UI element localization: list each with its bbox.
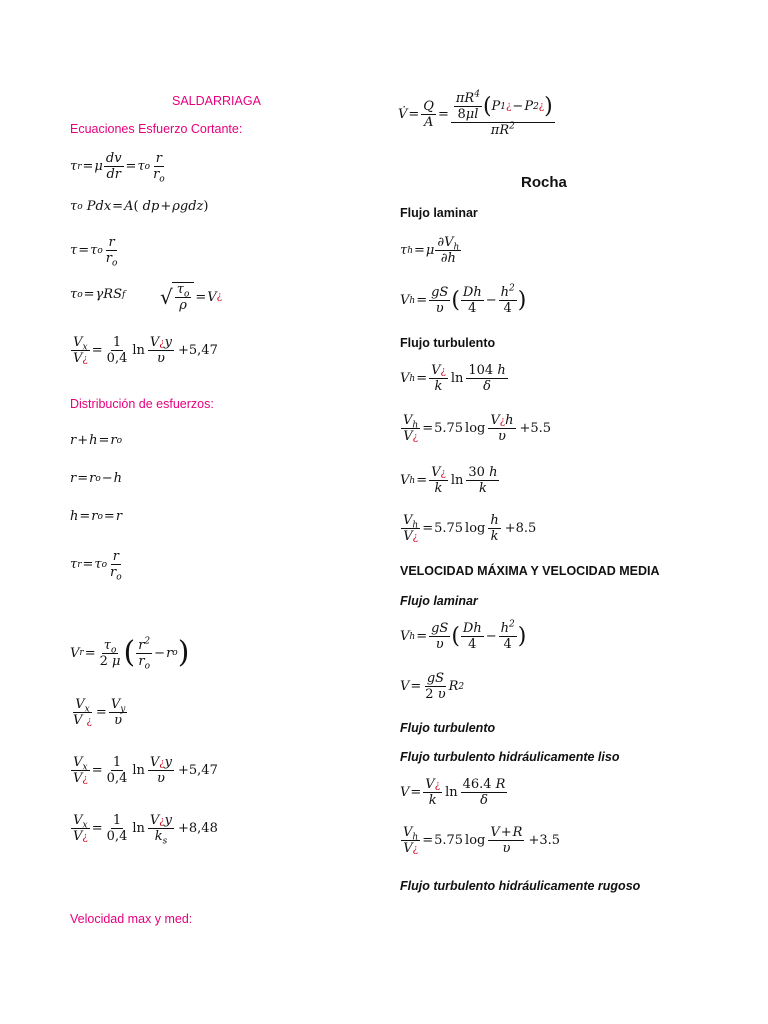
eq-smooth-mean-velocity: V = $\frac{V¿}{k}$ ln $\frac{46.4 R}{\delta}$: [400, 777, 506, 808]
eq-shear-distribution: τ r = τ o $\frac{r}{r_o}$: [70, 549, 122, 583]
eq-radius-difference: r = r o − h: [70, 471, 123, 486]
eq-smooth-mean-log: $\frac{V_h}{V¿}$ = 5.75 log $\frac{V+R}{\upsilon}$ +3.5: [403, 825, 561, 856]
heading-flujo-laminar: Flujo laminar: [400, 206, 478, 220]
eq-laminar-shear: τ h = μ $\frac{\partial V_h}{\partial h}$: [400, 235, 460, 266]
eq-laminar-velocity-2: V h = $\frac{gS}{\upsilon}$ ( $\frac{Dh}{4}$ − $\frac{h^2}{4}$ ): [400, 619, 527, 652]
eq-turbulent-rough-velocity: V h = $\frac{V¿}{k}$ ln $\frac{30 h}{k}$: [400, 465, 498, 496]
heading-velocidad-max-med: Velocidad max y med:: [70, 912, 193, 926]
const-0-4: 0,4: [106, 351, 128, 366]
heading-flujo-turbulento: Flujo turbulento: [400, 336, 496, 350]
eq-turbulent-smooth-log: $\frac{V_h}{V¿}$ = 5.75 log $\frac{V¿h}{\upsilon}$ +5.5: [403, 413, 552, 444]
const-5-5: +5.5: [519, 421, 552, 436]
heading-turbulento-rugoso: Flujo turbulento hidráulicamente rugoso: [400, 879, 641, 893]
heading-rocha: Rocha: [521, 174, 567, 191]
eq-laminar-velocity-1: V h = $\frac{gS}{\upsilon}$ ( $\frac{Dh}{4}$ − $\frac{h^2}{4}$ ): [400, 283, 527, 316]
num-four: 4: [468, 301, 477, 316]
eq-laminar-mean-velocity: V = $\frac{gS}{2 \upsilon}$ R 2: [400, 671, 465, 702]
eq-shear-velocity: √ $\frac{\tau_o}{\rho}$ = V ¿: [160, 282, 223, 313]
const-104: 104: [468, 363, 494, 378]
eq-radius-sum: r + h = r o: [70, 433, 123, 448]
const-8-5: +8.5: [504, 521, 537, 536]
eq-velocity-log-law-rough: $\frac{V_x}{V¿}$ = $\frac{1}{0,4}$ ln $\frac{V¿y}{k_s}$ +8,48: [73, 813, 218, 847]
heading-flujo-turbulento-2: Flujo turbulento: [400, 721, 496, 735]
eq-linear-shear: τ = τ o $\frac{r}{r_o}$: [70, 235, 118, 269]
const-8-48: +8,48: [178, 821, 218, 836]
const-30: 30: [468, 465, 485, 480]
eq-flow-rate: V̇ = $\frac{Q}{A}$ = $\frac{\pi R^4}{8\mu l}$ ( P 1 ¿ − P 2 ¿ ) $\pi R^2$: [398, 89, 553, 138]
num-two: 2: [99, 653, 108, 669]
eq-wall-shear: τ o = γRS f: [70, 287, 126, 302]
const-5-47: +5,47: [178, 343, 218, 358]
heading-distribucion: Distribución de esfuerzos:: [70, 397, 214, 411]
eq-velocity-log-law-2: $\frac{V_x}{V¿}$ = $\frac{1}{0,4}$ ln $\frac{V¿y}{\upsilon}$ +5,47: [73, 755, 218, 786]
heading-velocidad-maxima-media: VELOCIDAD MÁXIMA Y VELOCIDAD MEDIA: [400, 564, 660, 578]
eq-turbulent-smooth-velocity: V h = $\frac{V¿}{k}$ ln $\frac{104 h}{\delta}$: [400, 363, 506, 394]
const-46-4: 46.4: [462, 777, 492, 792]
heading-flujo-laminar-2: Flujo laminar: [400, 594, 478, 608]
eq-depth: h = r o = r: [70, 509, 123, 524]
eq-velocity-ratio: $\frac{V_x}{V ¿}$ = $\frac{V_y}{\upsilon}$: [73, 697, 126, 728]
eq-velocity-log-law-1: $\frac{V_x}{V¿}$ = $\frac{1}{0,4}$ ln $\frac{V¿y}{\upsilon}$ +5,47: [73, 335, 218, 366]
num-one: 1: [112, 335, 122, 350]
eq-turbulent-rough-log: $\frac{V_h}{V¿}$ = 5.75 log $\frac{h}{k}$ +8.5: [403, 513, 537, 544]
title-saldarriaga: SALDARRIAGA: [172, 94, 261, 108]
num-eight: 8: [457, 107, 466, 122]
const-3-5: +3.5: [528, 833, 561, 848]
const-5-75-a: 5.75: [434, 421, 464, 436]
eq-shear-stress-gradient: τ r = μ $\frac{dv}{dr}$ = τ o $\frac{r}{r_o}$: [70, 151, 165, 185]
heading-turbulento-liso: Flujo turbulento hidráulicamente liso: [400, 750, 620, 764]
eq-velocity-profile: V r = $\frac{\tau_o}{2 \mu}$ ( $\frac{r^2}{r_o}$ − r o ): [70, 635, 190, 672]
heading-ecuaciones-cortante: Ecuaciones Esfuerzo Cortante:: [70, 122, 243, 136]
eq-force-balance: τ o Pdx = A ( dp + ρgdz ): [70, 199, 209, 214]
